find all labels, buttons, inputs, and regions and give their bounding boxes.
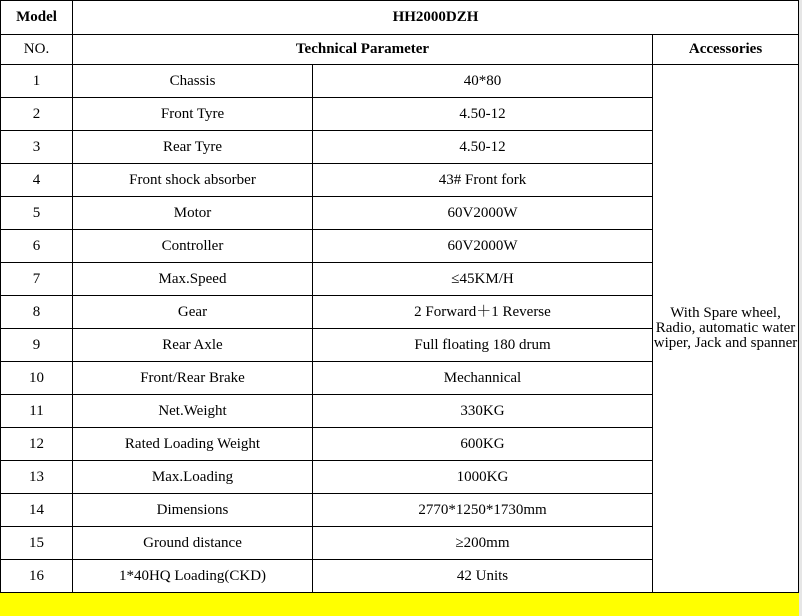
highlight-band	[0, 592, 799, 616]
row-number: 9	[1, 329, 73, 362]
parameter-name: Motor	[73, 197, 313, 230]
parameter-name: Front/Rear Brake	[73, 362, 313, 395]
parameter-value: 330KG	[313, 395, 653, 428]
parameter-value: Mechannical	[313, 362, 653, 395]
parameter-name: Net.Weight	[73, 395, 313, 428]
parameter-name: Front Tyre	[73, 98, 313, 131]
row-number: 4	[1, 164, 73, 197]
row-number: 8	[1, 296, 73, 329]
parameter-value: ≥200mm	[313, 527, 653, 560]
table-row	[1, 65, 799, 98]
parameter-name: 1*40HQ Loading(CKD)	[73, 560, 313, 593]
parameter-value: 60V2000W	[313, 197, 653, 230]
model-label: Model	[1, 1, 73, 35]
row-number: 6	[1, 230, 73, 263]
parameter-name: Controller	[73, 230, 313, 263]
parameter-name: Front shock absorber	[73, 164, 313, 197]
parameter-name: Max.Speed	[73, 263, 313, 296]
parameter-value: 60V2000W	[313, 230, 653, 263]
row-number: 16	[1, 560, 73, 593]
model-row	[1, 1, 799, 35]
header-row	[1, 35, 799, 65]
row-number: 15	[1, 527, 73, 560]
parameter-name: Gear	[73, 296, 313, 329]
parameter-value: 42 Units	[313, 560, 653, 593]
row-number: 14	[1, 494, 73, 527]
parameter-value: 600KG	[313, 428, 653, 461]
model-value: HH2000DZH	[73, 1, 799, 35]
parameter-value: Full floating 180 drum	[313, 329, 653, 362]
no-header: NO.	[1, 35, 73, 65]
parameter-name: Ground distance	[73, 527, 313, 560]
row-number: 13	[1, 461, 73, 494]
row-number: 2	[1, 98, 73, 131]
row-number: 1	[1, 65, 73, 98]
row-number: 3	[1, 131, 73, 164]
parameter-value: 4.50-12	[313, 131, 653, 164]
technical-parameter-header: Technical Parameter	[73, 35, 653, 65]
parameter-name: Rear Axle	[73, 329, 313, 362]
parameter-value: 4.50-12	[313, 98, 653, 131]
row-number: 10	[1, 362, 73, 395]
parameter-value: 1000KG	[313, 461, 653, 494]
parameter-name: Rear Tyre	[73, 131, 313, 164]
accessories-text: With Spare wheel, Radio, automatic water wiper, Jack and spanner	[653, 65, 799, 593]
parameter-name: Dimensions	[73, 494, 313, 527]
parameter-value: 43# Front fork	[313, 164, 653, 197]
parameter-value: ≤45KM/H	[313, 263, 653, 296]
row-number: 5	[1, 197, 73, 230]
accessories-header: Accessories	[653, 35, 799, 65]
parameter-name: Max.Loading	[73, 461, 313, 494]
row-number: 11	[1, 395, 73, 428]
parameter-value: 40*80	[313, 65, 653, 98]
row-number: 7	[1, 263, 73, 296]
parameter-value: 2770*1250*1730mm	[313, 494, 653, 527]
parameter-name: Chassis	[73, 65, 313, 98]
row-number: 12	[1, 428, 73, 461]
parameter-name: Rated Loading Weight	[73, 428, 313, 461]
parameter-value: 2 Forward＋1 Reverse	[313, 296, 653, 329]
